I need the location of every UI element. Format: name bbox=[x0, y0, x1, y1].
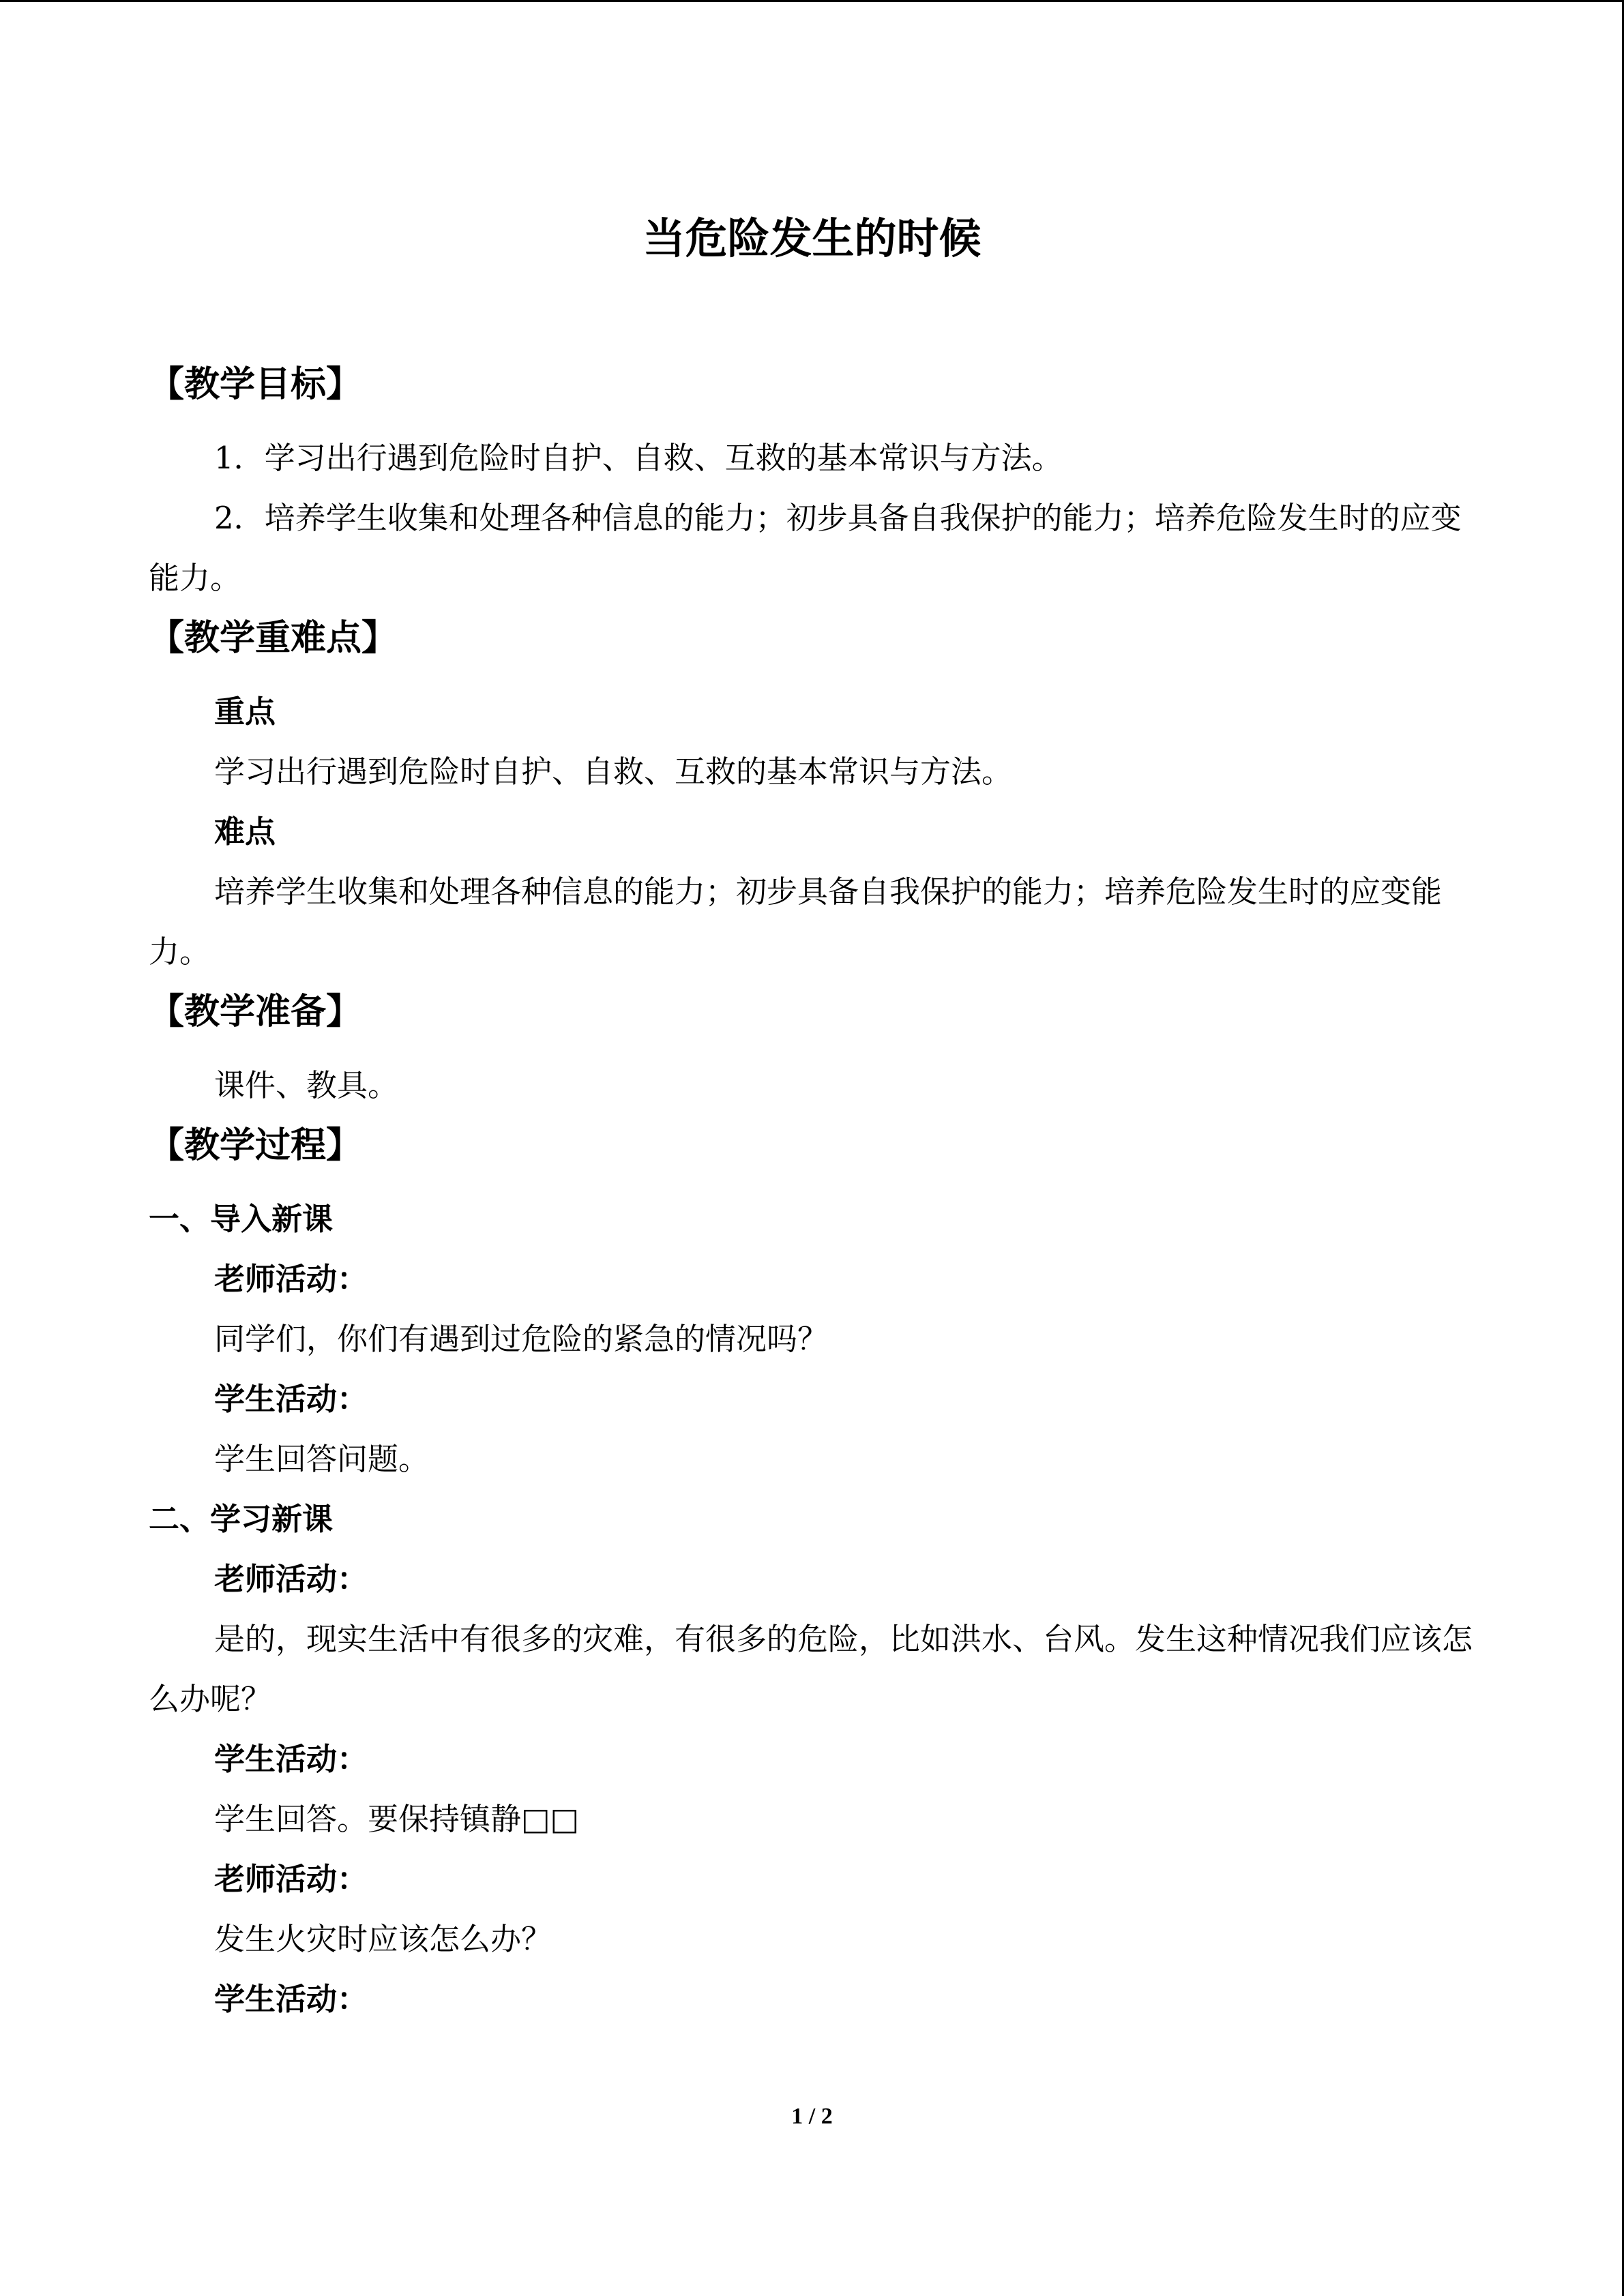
document-body bbox=[149, 355, 1479, 2029]
part2-heading: 二、学习新课 bbox=[149, 1501, 334, 1537]
part2-teacher-label-2: 老师活动： bbox=[214, 1861, 368, 1897]
focus-text: 学习出行遇到危险时自护、自救、互救的基本常识与方法。 bbox=[214, 754, 1013, 790]
key-points-heading: 【教学重难点】 bbox=[149, 618, 398, 659]
process-heading: 【教学过程】 bbox=[149, 1125, 362, 1166]
part1-teacher-text: 同学们，你们有遇到过危险的紧急的情况吗？ bbox=[214, 1321, 829, 1357]
difficulty-label: 难点 bbox=[214, 814, 276, 850]
part2-student-label-1: 学生活动： bbox=[214, 1741, 368, 1777]
preparation-heading: 【教学准备】 bbox=[149, 992, 362, 1032]
part1-student-label: 学生活动： bbox=[214, 1381, 368, 1417]
goal-item-1: 1．学习出行遇到危险时自护、自救、互救的基本常识与方法。 bbox=[214, 440, 1063, 476]
page-title: 当危险发生的时候 bbox=[643, 213, 981, 263]
goals-heading: 【教学目标】 bbox=[149, 364, 362, 405]
part2-student-text-1: 学生回答。要保持镇静□□ bbox=[214, 1801, 580, 1837]
preparation-text: 课件、教具。 bbox=[214, 1067, 399, 1103]
goal-item-2: 2．培养学生收集和处理各种信息的能力；初步具备自我保护的能力；培养危险发生时的应变能力。 bbox=[149, 500, 1462, 596]
difficulty-text: 培养学生收集和处理各种信息的能力；初步具备自我保护的能力；培养危险发生时的应变能力。 bbox=[149, 874, 1443, 970]
part2-teacher-label-1: 老师活动： bbox=[214, 1561, 368, 1597]
page-number: 1 / 2 bbox=[791, 2104, 833, 2129]
focus-label: 重点 bbox=[214, 694, 276, 730]
part1-teacher-label: 老师活动： bbox=[214, 1261, 368, 1297]
part1-student-text: 学生回答问题。 bbox=[214, 1441, 430, 1477]
part2-student-label-2: 学生活动： bbox=[214, 1981, 368, 2017]
part2-teacher-text-2: 发生火灾时应该怎么办？ bbox=[214, 1921, 552, 1957]
part1-heading: 一、导入新课 bbox=[149, 1201, 334, 1237]
part2-teacher-text-1: 是的，现实生活中有很多的灾难，有很多的危险，比如洪水、台风。发生这种情况我们应该怎么办呢？ bbox=[149, 1621, 1473, 1717]
